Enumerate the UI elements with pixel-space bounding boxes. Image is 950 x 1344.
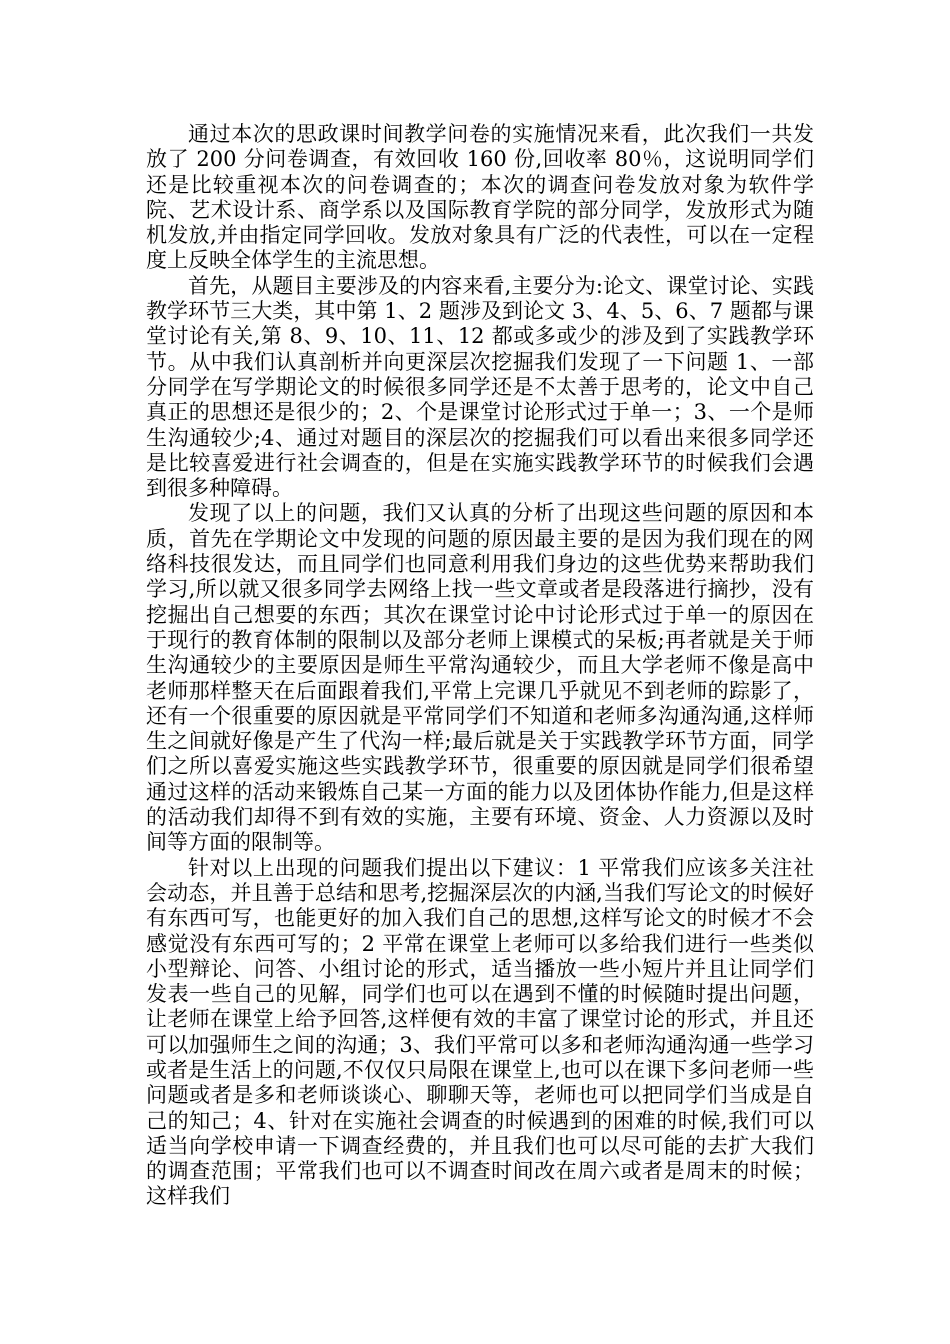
paragraph-survey-overview: 通过本次的思政课时间教学问卷的实施情况来看，此次我们一共发放了 200 分问卷调查，有效回收 160 份,回收率 80％，这说明同学们还是比较重视本次的问卷调查的；本次的调查问卷发放对象为软件学院、艺术设计系、商学系以及国际教育学院的部分同学，发放形式为随机发放,并由指定同学回收。发放对象具有广泛的代表性，可以在一定程度上反映全体学生的主流思想。 [146, 122, 814, 273]
paragraph-problem-analysis: 首先，从题目主要涉及的内容来看,主要分为:论文、课堂讨论、实践教学环节三大类，其中第 1、2 题涉及到论文 3、4、5、6、7 题都与课堂讨论有关,第 8、9、10、11、12 都或多或少的涉及到了实践教学环节。从中我们认真剖析并向更深层次挖掘我们发现了一下问题 1、一部分同学在写学期论文的时候很多同学还是不太善于思考的，论文中自己真正的思想还是很少的；2、个是课堂讨论形式过于单一；3、一个是师生沟通较少;4、通过对题目的深层次的挖掘我们可以看出来很多同学还是比较喜爱进行社会调查的，但是在实施实践教学环节的时候我们会遇到很多种障碍。 [146, 273, 814, 501]
document-body [146, 122, 814, 1210]
paragraph-cause-analysis: 发现了以上的问题，我们又认真的分析了出现这些问题的原因和本质，首先在学期论文中发现的问题的原因最主要的是因为我们现在的网络科技很发达，而且同学们也同意利用我们身边的这些优势来帮助我们学习,所以就又很多同学去网络上找一些文章或者是段落进行摘抄，没有挖掘出自己想要的东西；其次在课堂讨论中讨论形式过于单一的原因在于现行的教育体制的限制以及部分老师上课模式的呆板;再者就是关于师生沟通较少的主要原因是师生平常沟通较少，而且大学老师不像是高中老师那样整天在后面跟着我们,平常上完课几乎就见不到老师的踪影了，还有一个很重要的原因就是平常同学们不知道和老师多沟通沟通,这样师生之间就好像是产生了代沟一样;最后就是关于实践教学环节方面，同学们之所以喜爱实施这些实践教学环节，很重要的原因就是同学们很希望通过这样的活动来锻炼自己某一方面的能力以及团体协作能力,但是这样的活动我们却得不到有效的实施，主要有环境、资金、人力资源以及时间等方面的限制等。 [146, 501, 814, 855]
paragraph-suggestions: 针对以上出现的问题我们提出以下建议：1 平常我们应该多关注社会动态，并且善于总结和思考,挖掘深层次的内涵,当我们写论文的时候好有东西可写，也能更好的加入我们自己的思想,这样写论文的时候才不会感觉没有东西可写的；2 平常在课堂上老师可以多给我们进行一些类似小型辩论、问答、小组讨论的形式，适当播放一些小短片并且让同学们发表一些自己的见解，同学们也可以在遇到不懂的时候随时提出问题，让老师在课堂上给予回答,这样便有效的丰富了课堂讨论的形式，并且还可以加强师生之间的沟通；3、我们平常可以多和老师沟通沟通一些学习或者是生活上的问题,不仅仅只局限在课堂上,也可以在课下多问老师一些问题或者是多和老师谈谈心、聊聊天等，老师也可以把同学们当成是自己的知己；4、针对在实施社会调查的时候遇到的困难的时候,我们可以适当向学校申请一下调查经费的，并且我们也可以尽可能的去扩大我们的调查范围；平常我们也可以不调查时间改在周六或者是周末的时候；这样我们 [146, 855, 814, 1209]
